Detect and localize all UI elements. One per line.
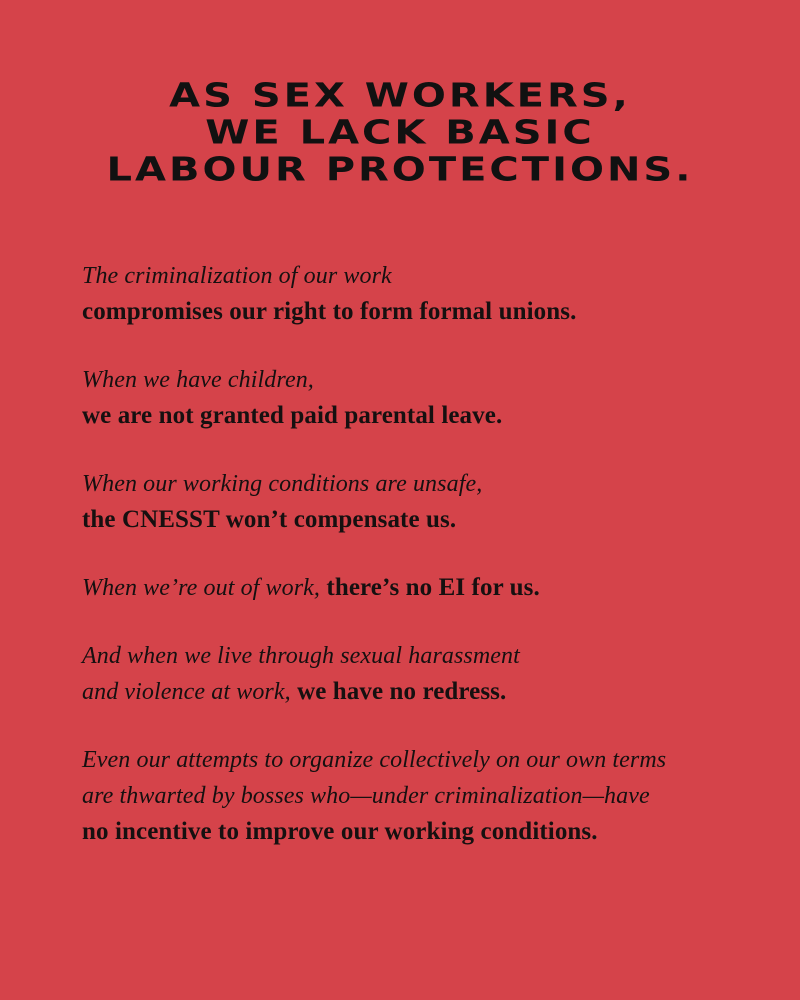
italic-text: Even our attempts to organize collectively on our own terms xyxy=(82,747,667,773)
bold-text: no incentive to improve our working conditions. xyxy=(82,818,598,845)
stanza-parental-leave xyxy=(82,362,742,434)
italic-text: are thwarted by bosses who—under criminalization—have xyxy=(82,783,650,809)
bold-text: the CNESST won’t compensate us. xyxy=(82,506,457,533)
bold-text: there’s no EI for us. xyxy=(320,574,540,601)
stanza-line xyxy=(82,814,742,850)
title-line: WE LACK BASIC xyxy=(205,114,595,152)
italic-text: And when we live through sexual harassment xyxy=(82,643,520,669)
bold-text: compromises our right to form formal unions. xyxy=(82,298,577,325)
italic-text: The criminalization of our work xyxy=(82,263,392,289)
bold-text: we have no redress. xyxy=(290,678,507,705)
bold-text: we are not granted paid parental leave. xyxy=(82,402,503,429)
title-line: LABOUR PROTECTIONS. xyxy=(106,150,694,189)
stanza-line xyxy=(82,570,742,606)
italic-text: When we have children, xyxy=(82,367,314,393)
stanza-line xyxy=(82,638,742,674)
title-line: AS SEX WORKERS, xyxy=(169,77,631,115)
italic-text: When we’re out of work, xyxy=(82,575,321,601)
stanza-line xyxy=(82,362,742,398)
stanza-harassment xyxy=(82,638,742,710)
stanza-cnesst xyxy=(82,466,742,538)
stanza-line xyxy=(82,674,742,710)
italic-text: and violence at work, xyxy=(82,679,291,705)
stanza-line xyxy=(82,502,742,538)
stanza-line xyxy=(82,398,742,434)
stanza-unions xyxy=(82,258,742,330)
stanza-line xyxy=(82,258,742,294)
stanza-line xyxy=(82,466,742,502)
stanza-line xyxy=(82,778,742,814)
stanza-organizing xyxy=(82,742,742,850)
stanza-ei xyxy=(82,570,742,606)
stanza-line xyxy=(82,294,742,330)
poster-title xyxy=(0,78,800,189)
italic-text: When our working conditions are unsafe, xyxy=(82,471,483,497)
poster-body xyxy=(82,258,742,882)
stanza-line xyxy=(82,742,742,778)
